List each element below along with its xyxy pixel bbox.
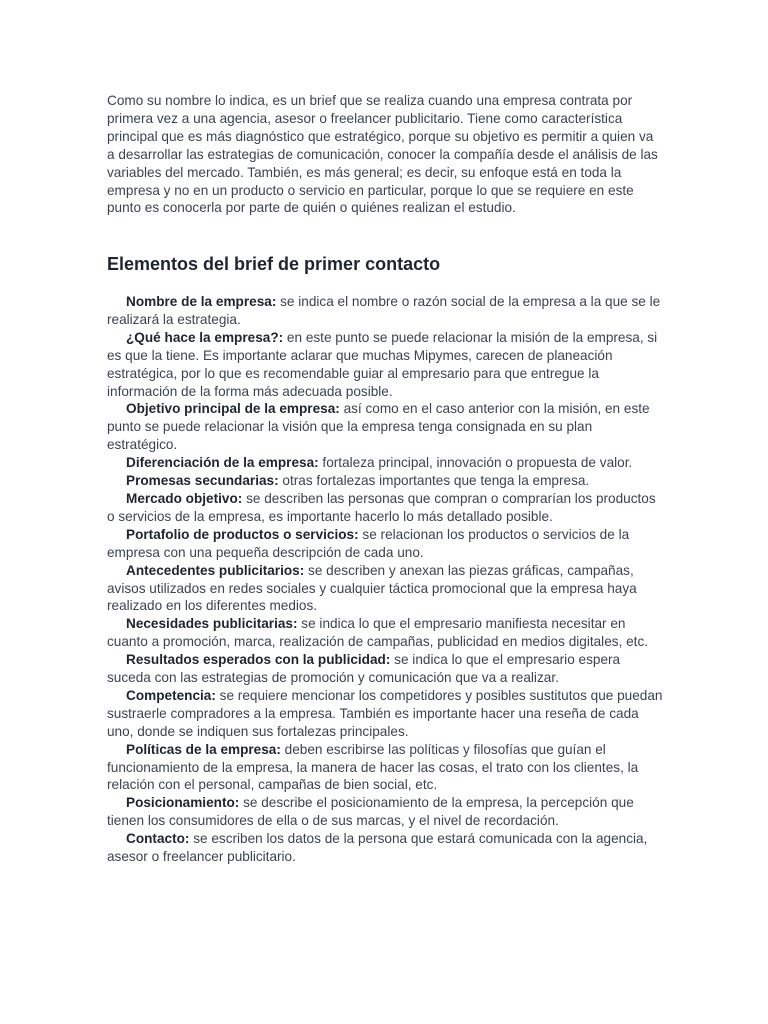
section-heading: Elementos del brief de primer contacto xyxy=(107,254,441,274)
document-page xyxy=(107,92,663,865)
item-text: se describe el posicionamiento de la empresa, la percepción que tienen los consumidores de ella o de sus marcas, y el nivel de recordación. xyxy=(107,795,634,829)
bullet-icon xyxy=(107,457,118,468)
list-item xyxy=(107,526,663,562)
item-term: Portafolio de productos o servicios: xyxy=(126,526,359,542)
item-text: se describen las personas que compran o comprarían los productos o servicios de la empresa, es importante hacerlo lo más detallado posible. xyxy=(107,490,656,524)
item-text: se relacionan los productos o servicios de la empresa con una pequeña descripción de cada uno. xyxy=(107,526,630,560)
elements-list xyxy=(107,293,663,866)
list-item xyxy=(107,293,663,329)
item-term: Nombre de la empresa: xyxy=(126,294,277,309)
list-item xyxy=(107,794,663,830)
item-text: así como en el caso anterior con la misión, en este punto se puede relacionar la visión que la empresa tenga consignada en su plan estratégico. xyxy=(107,401,650,453)
list-item xyxy=(107,454,663,472)
item-term: Resultados esperados con la publicidad: xyxy=(126,652,391,668)
intro-paragraph: Como su nombre lo indica, es un brief que se realiza cuando una empresa contrata por primera vez a una agencia, asesor o freelancer publicitario. Tiene como característica principal que es más diagnóstico que estratégico, porque su objetivo es permitir a quien va a desarrollar las estrategias de comunicación, conocer la compañía desde el análisis de las variables del mercado. También, es más general; es decir, su enfoque está en toda la empresa y no en un producto o servicio en particular, porque lo que se requiere en este punto es conocerla por parte de quién o quiénes realizan el estudio. xyxy=(107,93,658,216)
list-item xyxy=(107,741,663,795)
bullet-icon xyxy=(107,332,118,343)
list-item xyxy=(107,651,663,687)
item-term: Antecedentes publicitarios: xyxy=(126,562,305,578)
list-item xyxy=(107,615,663,651)
item-text: se requiere mencionar los competidores y posibles sustitutos que puedan sustraerle compradores a la empresa. También es importante hacer una reseña de cada uno, donde se indiquen sus fortalezas principales. xyxy=(107,687,663,739)
item-text: fortaleza principal, innovación o propuesta de valor. xyxy=(318,455,633,471)
item-term: Diferenciación de la empresa: xyxy=(126,455,319,471)
bullet-icon xyxy=(107,403,118,414)
item-term: Contacto: xyxy=(126,831,190,847)
bullet-icon xyxy=(107,690,118,701)
bullet-icon xyxy=(107,529,118,540)
bullet-icon xyxy=(107,744,118,755)
bullet-icon xyxy=(107,797,118,808)
bullet-icon xyxy=(107,833,118,844)
item-term: Promesas secundarias: xyxy=(126,473,279,489)
list-item xyxy=(107,562,663,616)
bullet-icon xyxy=(107,565,118,576)
item-text: deben escribirse las políticas y filosofías que guían el funcionamiento de la empresa, la manera de hacer las cosas, el trato con los clientes, la relación con el personal, campañas de bien social, etc. xyxy=(107,741,639,793)
bullet-icon xyxy=(107,296,118,307)
item-term: Necesidades publicitarias: xyxy=(126,616,298,632)
list-item xyxy=(107,400,663,454)
list-item xyxy=(107,329,663,401)
item-term: ¿Qué hace la empresa?: xyxy=(126,329,284,345)
item-text: otras fortalezas importantes que tenga la empresa. xyxy=(278,473,590,489)
item-text: se describen y anexan las piezas gráficas, campañas, avisos utilizados en redes sociales y cualquier táctica promocional que la empresa haya realizado en los diferentes medios. xyxy=(107,562,637,614)
item-term: Objetivo principal de la empresa: xyxy=(126,401,340,417)
list-item xyxy=(107,830,663,866)
bullet-icon xyxy=(107,654,118,665)
item-text: se escriben los datos de la persona que estará comunicada con la agencia, asesor o freelancer publicitario. xyxy=(107,831,648,865)
bullet-icon xyxy=(107,493,118,504)
item-text: en este punto se puede relacionar la misión de la empresa, si es que la tiene. Es importante aclarar que muchas Mipymes, carecen de planeación estratégica, por lo que es recomendable guiar al empresario para que entregue la información de la forma más adecuada posible. xyxy=(107,329,658,399)
item-term: Posicionamiento: xyxy=(126,795,240,811)
item-term: Políticas de la empresa: xyxy=(126,741,281,757)
item-text: se indica el nombre o razón social de la empresa a la que se le realizará la estrategia. xyxy=(107,294,661,327)
list-item xyxy=(107,687,663,741)
bullet-icon xyxy=(107,618,118,629)
list-item xyxy=(107,472,663,490)
item-term: Competencia: xyxy=(126,687,216,703)
item-term: Mercado objetivo: xyxy=(126,490,243,506)
bullet-icon xyxy=(107,475,118,486)
item-text: se indica lo que el empresario manifiesta necesitar en cuanto a promoción, marca, realización de campañas, publicidad en medios digitales, etc. xyxy=(107,616,649,650)
list-item xyxy=(107,490,663,526)
item-text: se indica lo que el empresario espera suceda con las estrategias de promoción y comunicación que va a realizar. xyxy=(107,652,621,686)
